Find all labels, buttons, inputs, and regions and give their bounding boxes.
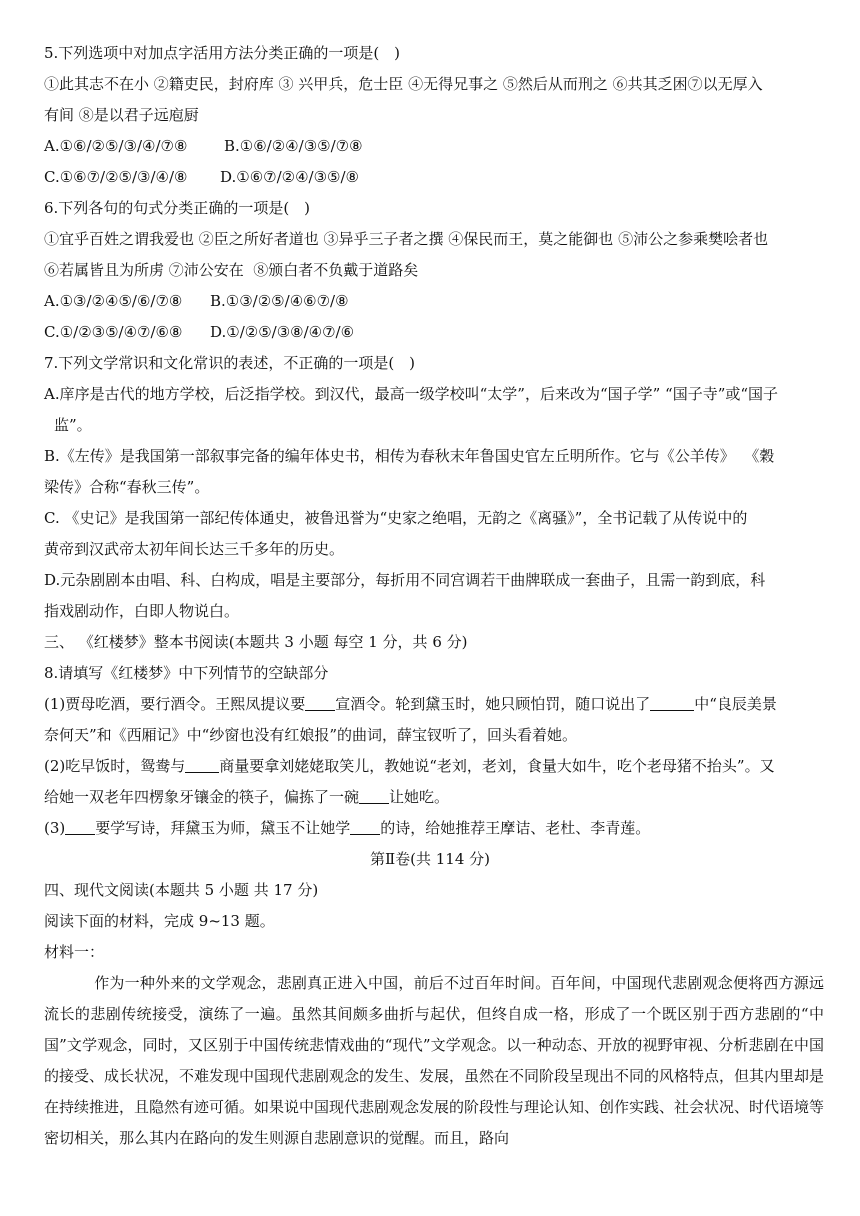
q6-items-line2: ⑥若属皆且为所虏 ⑦沛公安在 ⑧颁白者不负戴于道路矣 (44, 261, 419, 279)
fill-blank (650, 692, 694, 711)
q8-part3-line1 (44, 813, 650, 844)
q6-option-d: D.①/②⑤/③⑧/④⑦/⑥ (210, 323, 355, 341)
q5-option-a: A.①⑥/②⑤/③/④/⑦⑧ (44, 137, 188, 155)
q5-option-c: C.①⑥⑦/②⑤/③/④/⑧ (44, 168, 188, 186)
q8-part1-text-b: 宣酒令。轮到黛玉时，她只顾怕罚，随口说出了 (335, 695, 651, 713)
section4-instruction: 阅读下面的材料，完成 9~13 题。 (44, 912, 275, 930)
fill-blank (185, 754, 219, 773)
q5-option-d: D.①⑥⑦/②④/③⑤/⑧ (220, 168, 359, 186)
q7-option-d-line2: 指戏剧动作，白即人物说白。 (44, 602, 240, 620)
q8-part2-line1 (44, 751, 775, 782)
q8-part1-line2: 奈何天”和《西厢记》中“纱窗也没有红娘报”的曲词，薛宝钗听了，回头看着她。 (44, 726, 578, 744)
q8-part1-text-c: 中“良辰美景 (694, 695, 777, 713)
q8-part1-line1 (44, 689, 777, 720)
fill-blank (65, 816, 95, 835)
material-label: 材料一： (44, 943, 105, 961)
volume2-title: 第Ⅱ卷(共 114 分) (369, 850, 491, 868)
fill-blank (350, 816, 380, 835)
fill-blank (305, 692, 335, 711)
q6-items-line1: ①宜乎百姓之谓我爱也 ②臣之所好者道也 ③异乎三子者之撰 ④保民而王，莫之能御也 ⑤沛公之参乘樊哙者也 (44, 230, 769, 248)
q7-option-a-line2: 监”。 (54, 416, 92, 434)
q5-items-line2: 有间 ⑧是以君子远庖厨 (44, 106, 199, 124)
q7-option-b-line2: 梁传》合称“春秋三传”。 (44, 478, 210, 496)
q7-option-a-line1: A.庠序是古代的地方学校，后泛指学校。到汉代，最高一级学校叫“太学”，后来改为“国子学” “国子寺”或“国子 (44, 385, 779, 403)
section3-title: 三、 《红楼梦》整本书阅读(本题共 3 小题 每空 1 分，共 6 分) (44, 633, 468, 651)
q8-part2-line2 (44, 782, 449, 813)
q7-option-d-line1: D.元杂剧剧本由唱、科、白构成，唱是主要部分，每折用不同宫调若干曲牌联成一套曲子，且需一韵到底，科 (44, 571, 766, 589)
q8-part3-text-c: 的诗，给她推荐王摩诘、老杜、李青莲。 (380, 819, 651, 837)
q7-option-b-line1: B.《左传》是我国第一部叙事完备的编年体史书，相传为春秋末年鲁国史官左丘明所作。它与《公羊传》 《穀 (44, 447, 775, 465)
q6-stem: 6.下列各句的句式分类正确的一项是( ) (44, 199, 311, 217)
q8-part1-text-a: (1)贾母吃酒，要行酒令。王熙凤提议要 (44, 695, 306, 713)
q6-option-c: C.①/②③⑤/④⑦/⑥⑧ (44, 323, 183, 341)
q8-part2-text-d: 让她吃。 (389, 788, 450, 806)
material-paragraph (44, 968, 824, 1154)
q7-option-c-line1: C. 《史记》是我国第一部纪传体通史，被鲁迅誉为“史家之绝唱，无韵之《离骚》”，全书记载了从传说中的 (44, 509, 748, 527)
section4-title: 四、现代文阅读(本题共 5 小题 共 17 分) (44, 881, 319, 899)
q8-part2-text-a: (2)吃早饭时，鸳鸯与 (44, 757, 186, 775)
q7-option-c-line2: 黄帝到汉武帝太初年间长达三千多年的历史。 (44, 540, 345, 558)
q6-option-a: A.①③/②④⑤/⑥/⑦⑧ (44, 292, 183, 310)
q7-stem: 7.下列文学常识和文化常识的表述，不正确的一项是( ) (44, 354, 416, 372)
q5-option-b: B.①⑥/②④/③⑤/⑦⑧ (224, 137, 363, 155)
q5-stem: 5.下列选项中对加点字活用方法分类正确的一项是( ) (44, 44, 401, 62)
fill-blank (359, 785, 389, 804)
q5-items-line1: ①此其志不在小 ②籍吏民，封府库 ③ 兴甲兵，危士臣 ④无得兄事之 ⑤然后从而刑之 ⑥共其乏困⑦以无厚入 (44, 75, 763, 93)
q8-part3-text-a: (3) (44, 819, 66, 837)
q8-part3-text-b: 要学写诗，拜黛玉为师，黛玉不让她学 (95, 819, 351, 837)
material-paragraph-text: 作为一种外来的文学观念，悲剧真正进入中国，前后不过百年时间。百年间，中国现代悲剧观念便将西方源远流长的悲剧传统接受，演练了一遍。虽然其间颇多曲折与起伏，但终自成一格，形成了一个既区别于西方悲剧的“中国”文学观念，同时，又区别于中国传统悲情戏曲的“现代”文学观念。以一种动态、开放的视野审视、分析悲剧在中国的接受、成长状况，不难发现中国现代悲剧观念的发生、发展，虽然在不同阶段呈现出不同的风格特点，但其内里却是在持续推进，且隐然有迹可循。如果说中国现代悲剧观念发展的阶段性与理论认知、创作实践、社会状况、时代语境等密切相关，那么其内在路向的发生则源自悲剧意识的觉醒。而且，路向 (44, 974, 825, 1147)
q8-part2-text-b: 商量要拿刘姥姥取笑儿，教她说“老刘，老刘，食量大如牛，吃个老母猪不抬头”。又 (219, 757, 775, 775)
q8-part2-text-c: 给她一双老年四楞象牙镶金的筷子，偏拣了一碗 (44, 788, 360, 806)
q6-option-b: B.①③/②⑤/④⑥⑦/⑧ (210, 292, 349, 310)
q8-stem: 8.请填写《红楼梦》中下列情节的空缺部分 (44, 664, 329, 682)
